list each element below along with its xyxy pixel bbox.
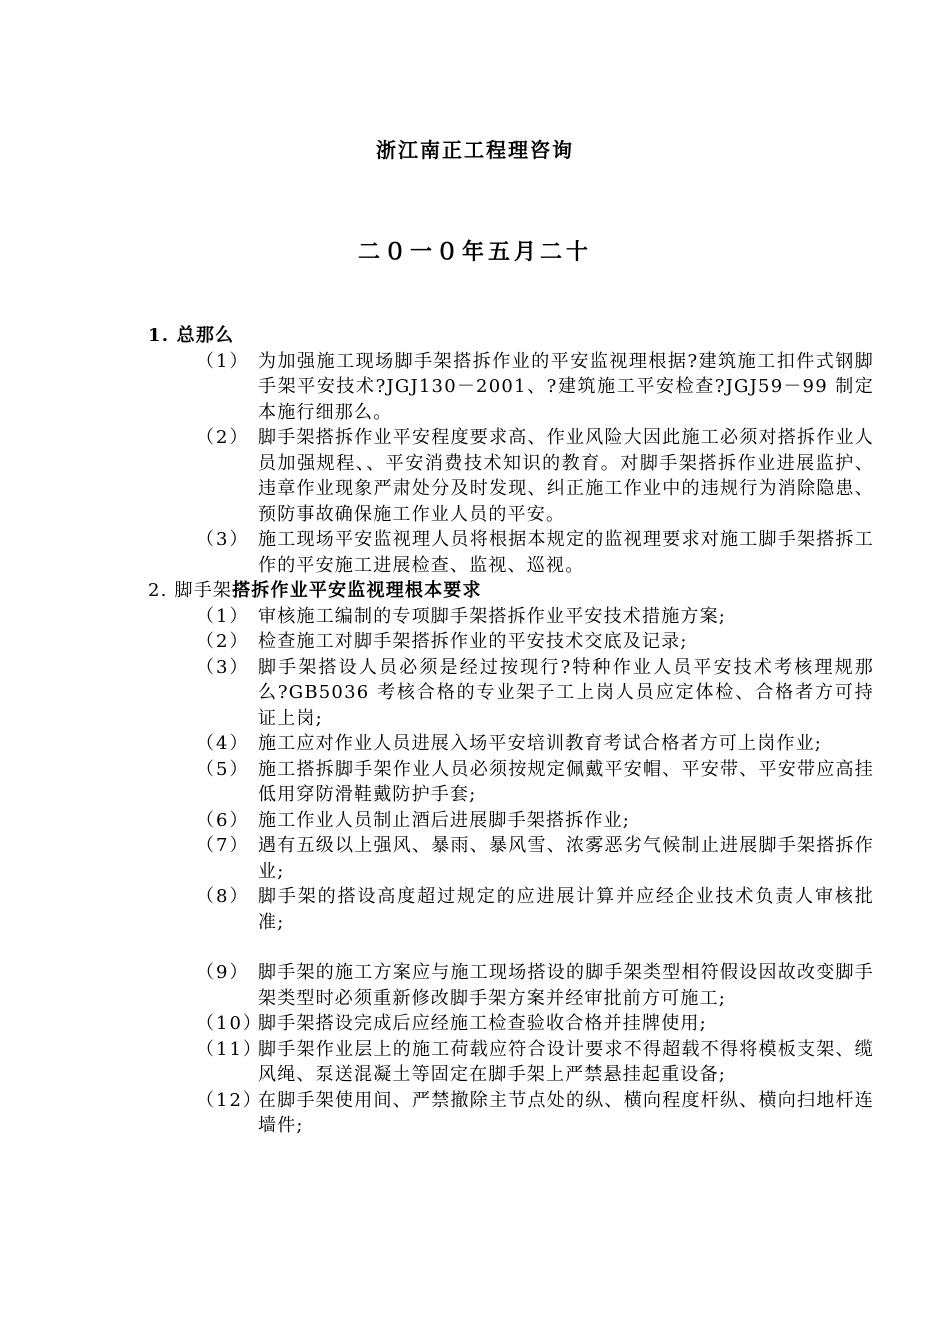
section-2-item-10 xyxy=(196,1011,888,1037)
item-number: （6） xyxy=(196,809,250,831)
item-number: （5） xyxy=(196,758,250,780)
item-text: 脚手架作业层上的施工荷载应符合设计要求不得超载不得将模板支架、缆风绳、泵送混凝土等固定在脚手架上严禁悬挂起重设备; xyxy=(258,1038,874,1085)
item-text: 检查施工对脚手架搭拆作业的平安技术交底及记录; xyxy=(258,631,688,652)
item-number: （2） xyxy=(196,427,250,448)
item-text: 脚手架的施工方案应与施工现场搭设的脚手架类型相符假设因故改变脚手架类型时必须重新修改脚手架方案并经审批前方可施工; xyxy=(258,962,874,1009)
section-1-title: 1. 总那么 xyxy=(148,325,235,346)
item-text: 施工应对作业人员进展入场平安培训教育考试合格者方可上岗作业; xyxy=(258,733,823,754)
item-number: （1） xyxy=(196,350,250,372)
item-number: （10） xyxy=(196,1013,263,1034)
section-2-title-main: 搭拆作业平安监视理根本要求 xyxy=(232,580,482,601)
item-number: （3） xyxy=(196,529,250,550)
section-1-item-2 xyxy=(196,425,888,527)
item-number: （3） xyxy=(196,656,250,678)
section-1-item-1 xyxy=(196,349,888,426)
item-text: 脚手架搭设完成后应经施工检查验收合格并挂牌使用; xyxy=(258,1013,707,1034)
section-2-item-5 xyxy=(196,757,888,808)
document-date: 二０一０年五月二十 xyxy=(357,240,592,265)
item-text: 脚手架的搭设高度超过规定的应进展计算并应经企业技术负责人审核批准; xyxy=(258,886,874,933)
item-text: 脚手架搭拆作业平安程度要求高、作业风险大因此施工必须对搭拆作业人员加强规程、、平安消费技术知识的教育。对脚手架搭拆作业进展监护、违章作业现象严肃处分及时发现、纠正施工作业中的违规行为消除隐患、预防事故确保施工作业人员的平安。 xyxy=(258,427,874,525)
item-number: （1） xyxy=(196,605,250,627)
item-text: 遇有五级以上强风、暴雨、暴风雪、浓雾恶劣气候制止进展脚手架搭拆作业; xyxy=(258,835,874,882)
document-body xyxy=(148,323,888,1139)
item-number: （2） xyxy=(196,631,250,652)
section-2-title xyxy=(148,578,888,604)
item-number: （11） xyxy=(196,1038,263,1060)
item-number: （7） xyxy=(196,835,250,856)
section-2-item-4 xyxy=(196,731,888,757)
section-2-item-12 xyxy=(196,1088,888,1139)
section-2-item-2 xyxy=(196,629,888,655)
item-number: （8） xyxy=(196,886,250,907)
section-2-item-1 xyxy=(196,604,888,630)
section-2-item-11 xyxy=(196,1037,888,1088)
item-text: 审核施工编制的专项脚手架搭拆作业平安技术措施方案; xyxy=(258,605,727,627)
item-number: （9） xyxy=(196,962,250,983)
item-text: 施工现场平安监视理人员将根据本规定的监视理要求对施工脚手架搭拆工作的平安施工进展检查、监视、巡视。 xyxy=(258,529,874,576)
section-2-item-6 xyxy=(196,808,888,834)
item-text: 脚手架搭设人员必须是经过按现行?特种作业人员平安技术考核理规那么?GB5036 考核合格的专业架子工上岗人员应定体检、合格者方可持证上岗; xyxy=(258,656,874,729)
item-text: 在脚手架使用间、严禁撤除主节点处的纵、横向程度杆纵、横向扫地杆连墙件; xyxy=(258,1089,874,1136)
item-text: 为加强施工现场脚手架搭拆作业的平安监视理根据?建筑施工扣件式钢脚手架平安技术?JGJ130－2001、?建筑施工平安检查?JGJ59－99 制定本施行细那么。 xyxy=(258,350,874,423)
section-2-item-7 xyxy=(196,833,888,884)
section-2-item-9 xyxy=(196,960,888,1011)
section-2-item-8 xyxy=(196,884,888,935)
item-number: （12） xyxy=(196,1089,263,1111)
item-number: （4） xyxy=(196,733,250,754)
item-text: 施工搭拆脚手架作业人员必须按规定佩戴平安帽、平安带、平安带应高挂低用穿防滑鞋戴防护手套; xyxy=(258,758,874,805)
section-2-item-3 xyxy=(196,655,888,732)
company-name: 浙江南正工程理咨询 xyxy=(376,138,574,162)
item-text: 施工作业人员制止酒后进展脚手架搭拆作业; xyxy=(258,809,631,831)
section-1-item-3 xyxy=(196,527,888,578)
section-2-title-prefix: 2. 脚手架 xyxy=(148,580,233,601)
